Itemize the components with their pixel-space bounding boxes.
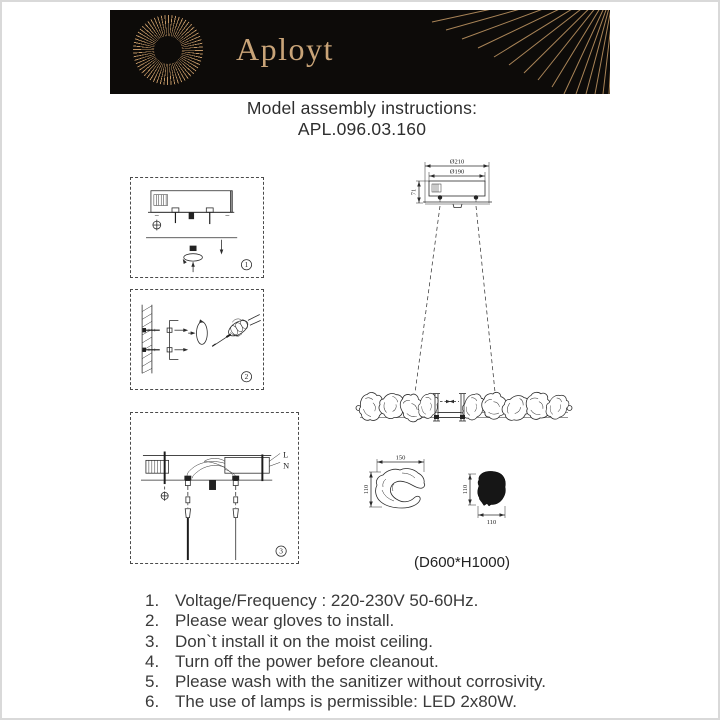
instruction-list xyxy=(145,591,615,713)
assembly-step-3 xyxy=(130,412,299,564)
pendant-piece-detail xyxy=(462,471,505,526)
wire-line-label: L xyxy=(283,450,289,460)
instruction-number: 3. xyxy=(145,631,160,651)
instruction-text: Please wash with the sanitizer without corrosivity. xyxy=(175,672,547,692)
brand-banner xyxy=(110,10,610,94)
suspension-wire-left xyxy=(415,206,440,393)
model-number: APL.096.03.160 xyxy=(297,119,427,139)
step-1-badge: 1 xyxy=(244,260,249,270)
instruction-text: The use of lamps is permissible: LED 2x80W. xyxy=(175,692,518,712)
brand-wordmark: Aployt xyxy=(236,31,334,67)
assembly-step-1 xyxy=(130,177,264,278)
wire-neutral-label: N xyxy=(283,461,290,471)
dimension-canopy-inner: Ø190 xyxy=(449,168,465,176)
corner-rays-icon xyxy=(430,10,610,94)
instruction-number: 4. xyxy=(145,651,160,671)
instruction-text: Turn off the power before cleanout. xyxy=(175,651,439,671)
dimension-crystal-length: 150 xyxy=(395,454,406,462)
step-3-diagram xyxy=(131,413,298,563)
page-title: Model assembly instructions: xyxy=(246,98,478,118)
dimension-canopy-outer: Ø210 xyxy=(449,158,465,166)
instruction-item xyxy=(145,611,615,631)
canopy-body xyxy=(429,181,485,196)
instruction-item xyxy=(145,672,615,692)
step-2-badge: 2 xyxy=(244,372,249,382)
instruction-item xyxy=(145,692,615,712)
crystal-ring xyxy=(356,388,572,426)
instruction-item xyxy=(145,591,615,611)
step-3-badge: 3 xyxy=(279,546,283,556)
instruction-text: Voltage/Frequency : 220-230V 50-60Hz. xyxy=(175,591,479,610)
crystal-element-detail xyxy=(363,455,425,509)
instruction-number: 1. xyxy=(145,591,160,610)
pendant-lamp-drawing xyxy=(342,150,592,550)
instruction-text: Please wear gloves to install. xyxy=(175,611,395,631)
dimension-pendant-width: 110 xyxy=(486,519,497,526)
instruction-text: Don`t install it on the moist ceiling. xyxy=(175,631,433,651)
dimension-pendant-height: 110 xyxy=(462,484,469,495)
instruction-item xyxy=(145,632,615,652)
instruction-item xyxy=(145,652,615,672)
size-label: (D600*H1000) xyxy=(414,554,510,571)
instruction-number: 6. xyxy=(145,692,160,712)
dimension-crystal-height: 110 xyxy=(363,484,370,495)
step-2-diagram xyxy=(131,290,263,389)
assembly-step-2 xyxy=(130,289,264,390)
instruction-number: 5. xyxy=(145,672,160,692)
suspension-wire-right xyxy=(476,206,495,392)
sunburst-logo-icon xyxy=(133,15,203,85)
step-1-diagram xyxy=(131,178,263,277)
instruction-number: 2. xyxy=(145,611,160,631)
dimension-canopy-height: 71 xyxy=(410,188,418,196)
